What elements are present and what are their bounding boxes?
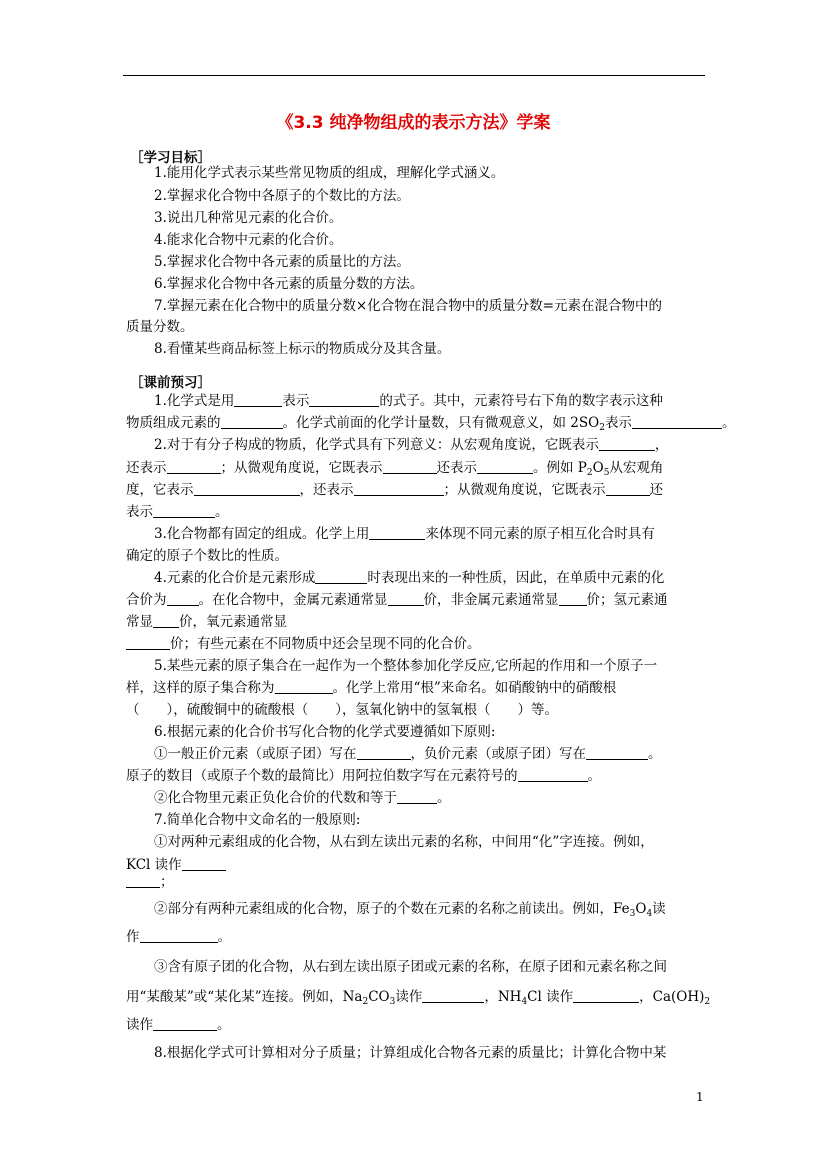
- fill-blank[interactable]: [126, 636, 170, 650]
- text: 。: [217, 1017, 231, 1033]
- text: 还: [649, 482, 663, 498]
- text: O: [592, 460, 604, 476]
- fill-blank[interactable]: [606, 482, 650, 496]
- text: 。例如 P: [533, 460, 587, 476]
- text: 2.对于有分子构成的物质，化学式具有下列意义：从宏观角度说，它既表示: [154, 437, 599, 453]
- text: 原子的数目（或原子个数的最简比）用阿拉伯数字写在元素符号的: [126, 768, 518, 784]
- subscript: 4: [521, 997, 528, 1007]
- subscript: 2: [599, 423, 605, 433]
- preview-item-6-rule-1: [154, 745, 662, 763]
- text: 。: [721, 415, 736, 431]
- text: 常显: [126, 614, 153, 630]
- subscript: 2: [586, 468, 593, 478]
- text: 表示: [126, 504, 153, 520]
- preview-item-7-continued: [126, 1016, 231, 1034]
- preview-item-4-continued: [126, 613, 287, 631]
- preview-item-1: [154, 392, 663, 410]
- fill-blank[interactable]: [153, 614, 179, 628]
- fill-blank[interactable]: [221, 415, 283, 429]
- text: CO: [368, 989, 390, 1005]
- subscript: 2: [704, 997, 711, 1007]
- text: 从宏观角: [609, 460, 664, 476]
- text: 表示: [604, 415, 632, 431]
- text: 表示: [282, 393, 310, 409]
- text: ②部分有两种元素组成的化合物，原子的个数在元素的名称之前读出。例如，Fe: [154, 901, 630, 917]
- text: 。: [587, 768, 601, 784]
- subscript: 3: [629, 909, 636, 919]
- header-rule: [123, 75, 705, 76]
- fill-blank[interactable]: [369, 526, 425, 540]
- fill-blank[interactable]: [586, 746, 648, 760]
- fill-blank[interactable]: [383, 460, 437, 474]
- text: 1.化学式是用: [154, 393, 235, 409]
- fill-blank[interactable]: [354, 482, 444, 496]
- text: 的式子。其中，元素符号右下角的数字表示这种: [379, 393, 663, 409]
- fill-blank[interactable]: [518, 768, 588, 782]
- text: 还表示: [126, 460, 167, 476]
- text: 来体现不同元素的原子相互化合时具有: [425, 526, 655, 542]
- text: 3.化合物都有固定的组成。化学上用: [154, 526, 370, 542]
- fill-blank[interactable]: [632, 415, 722, 429]
- fill-blank[interactable]: [194, 482, 300, 496]
- preview-item-1-continued: [126, 414, 735, 432]
- text: 样，这样的原子集合称为: [126, 680, 275, 696]
- subscript: 5: [603, 468, 610, 478]
- text: 价；有些元素在不同物质中还会呈现不同的化合价。: [170, 636, 481, 652]
- goal-item: 8.看懂某些商品标签上标示的物质成分及其含量。: [154, 341, 451, 357]
- preview-item-7-continued: [126, 928, 231, 946]
- fill-blank[interactable]: [477, 460, 533, 474]
- preview-item-2-continued: [126, 481, 663, 499]
- fill-blank[interactable]: [388, 592, 424, 606]
- subscript: 3: [389, 997, 396, 1007]
- page-title: 《3.3 纯净物组成的表示方法》学案: [276, 113, 551, 133]
- text: 。: [648, 746, 662, 762]
- text: 合价为: [126, 592, 167, 608]
- fill-blank[interactable]: [153, 504, 215, 518]
- text: 读: [652, 901, 666, 917]
- text: ；从微观角度说，它既表示: [443, 482, 606, 498]
- text: 度，它表示: [126, 482, 194, 498]
- goal-item: 3.说出几种常见元素的化合价。: [154, 210, 343, 226]
- goal-item: 5.掌握求化合物中各元素的质量比的方法。: [154, 254, 410, 270]
- preview-item-8: 8.根据化学式可计算相对分子质量；计算组成化合物各元素的质量比；计算化合物中某: [154, 1045, 667, 1061]
- goals-heading: ［学习目标］: [130, 150, 211, 166]
- text: 价；氢元素通: [586, 592, 668, 608]
- preview-item-2-continued: [126, 503, 229, 521]
- text: ，Ca(OH): [639, 989, 705, 1005]
- goal-item: 7.掌握元素在化合物中的质量分数×化合物在混合物中的质量分数=元素在混合物中的: [154, 298, 663, 314]
- text: ，还表示: [299, 482, 354, 498]
- preview-item-5-continued: [126, 679, 616, 697]
- text: 。化学上常用“根”来命名。如硝酸钠中的硝酸根: [332, 680, 617, 696]
- text: 4.元素的化合价是元素形成: [154, 570, 316, 586]
- goal-item-continued: 质量分数。: [126, 319, 194, 335]
- text: ；: [160, 874, 174, 890]
- preview-item-3-continued: 确定的原子个数比的性质。: [126, 548, 288, 564]
- text: 物质组成元素的: [126, 415, 221, 431]
- fill-blank[interactable]: [126, 874, 160, 888]
- text: 。化学式前面的化学计量数，只有微观意义，如 2SO: [282, 415, 600, 431]
- text: 价，氧元素通常显: [179, 614, 287, 630]
- text: O: [635, 901, 647, 917]
- fill-blank[interactable]: [357, 746, 411, 760]
- preview-item-2: [154, 436, 668, 454]
- text: 用“某酸某”或“某化某”连接。例如，Na: [126, 989, 363, 1005]
- goal-item: 6.掌握求化合物中各元素的质量分数的方法。: [154, 276, 424, 292]
- fill-blank[interactable]: [599, 437, 655, 451]
- preview-item-4-continued: [126, 635, 481, 653]
- text: 读作: [395, 989, 423, 1005]
- fill-blank[interactable]: [182, 857, 226, 871]
- text: 时表现出来的一种性质，因此，在单质中元素的化: [367, 570, 665, 586]
- text: ，: [654, 437, 669, 453]
- preview-item-4-continued: [126, 591, 668, 609]
- preview-item-7-rule-2: [154, 900, 666, 918]
- preview-item-3: [154, 525, 655, 543]
- preview-item-5-continued: （ ），硫酸铜中的硫酸根（ ），氢氧化钠中的氢氧根（ ）等。: [126, 702, 558, 718]
- page-number: 1: [696, 1090, 704, 1104]
- subscript: 4: [646, 909, 653, 919]
- text: KCl 读作: [126, 857, 182, 873]
- fill-blank[interactable]: [234, 393, 282, 407]
- text: ，负价元素（或原子团）写在: [410, 746, 586, 762]
- goal-item: 1.能用化学式表示某些常见物质的组成，理解化学式涵义。: [154, 165, 505, 181]
- preview-item-7-rule-3: ③含有原子团的化合物，从右到左读出原子团或元素的名称，在原子团和元素名称之间: [154, 959, 667, 975]
- text: 作: [126, 929, 140, 945]
- preview-heading: ［课前预习］: [130, 375, 211, 391]
- fill-blank[interactable]: [422, 989, 484, 1003]
- text: 价，非金属元素通常显: [423, 592, 559, 608]
- preview-item-6-rule-2: [154, 789, 451, 807]
- fill-blank[interactable]: [397, 790, 437, 804]
- fill-blank[interactable]: [275, 680, 333, 694]
- fill-blank[interactable]: [167, 592, 199, 606]
- goal-item: 4.能求化合物中元素的化合价。: [154, 232, 343, 248]
- preview-item-7-continued: [126, 988, 710, 1006]
- preview-item-7-continued: [126, 873, 174, 891]
- goal-item: 2.掌握求化合物中各原子的个数比的方法。: [154, 188, 410, 204]
- fill-blank[interactable]: [573, 989, 639, 1003]
- text: ①一般正价元素（或原子团）写在: [154, 746, 357, 762]
- text: ；从微观角度说，它既表示: [220, 460, 383, 476]
- preview-item-7: 7.简单化合物中文命名的一般原则:: [154, 812, 361, 828]
- text: 。在化合物中，金属元素通常显: [198, 592, 388, 608]
- text: Cl 读作: [527, 989, 574, 1005]
- subscript: 2: [362, 997, 369, 1007]
- preview-item-2-continued: [126, 459, 663, 477]
- text: 读作: [126, 1017, 153, 1033]
- text: 。: [215, 504, 229, 520]
- text: 还表示: [436, 460, 477, 476]
- fill-blank[interactable]: [167, 460, 221, 474]
- preview-item-6-continued: [126, 767, 601, 785]
- fill-blank[interactable]: [309, 393, 379, 407]
- fill-blank[interactable]: [140, 929, 218, 943]
- text: ，NH: [484, 989, 522, 1005]
- text: 。: [437, 790, 451, 806]
- preview-item-7-rule-1: ①对两种元素组成的化合物，从右到左读出元素的名称，中间用“化”字连接。例如，: [154, 834, 654, 850]
- preview-item-6: 6.根据元素的化合价书写化合物的化学式要遵循如下原则:: [154, 724, 496, 740]
- fill-blank[interactable]: [153, 1017, 217, 1031]
- fill-blank[interactable]: [559, 592, 587, 606]
- text: ②化合物里元素正负化合价的代数和等于: [154, 790, 397, 806]
- preview-item-5: 5.某些元素的原子集合在一起作为一个整体参加化学反应,它所起的作用和一个原子一: [154, 658, 658, 674]
- fill-blank[interactable]: [315, 570, 367, 584]
- preview-item-7-continued: [126, 856, 226, 874]
- text: 。: [217, 929, 231, 945]
- preview-item-4: [154, 569, 664, 587]
